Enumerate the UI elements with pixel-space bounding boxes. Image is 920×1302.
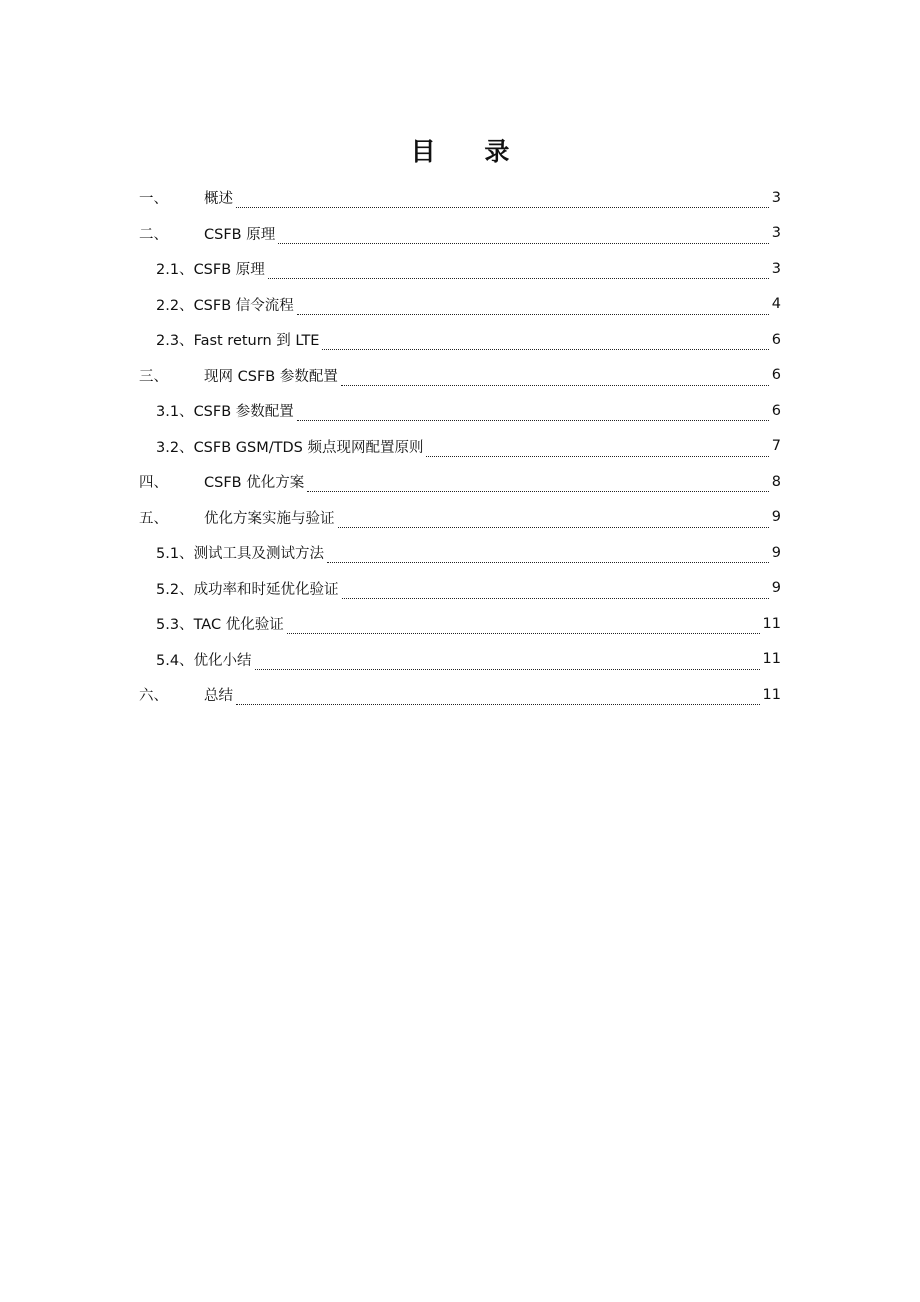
toc-entry-label: CSFB 参数配置	[193, 404, 294, 421]
toc-entry[interactable]	[139, 429, 781, 465]
toc-entry-number: 3.2、	[156, 439, 194, 456]
toc-dot-leader	[307, 477, 769, 492]
toc-entry-label: 总结	[204, 688, 233, 705]
toc-entry[interactable]	[139, 642, 781, 678]
toc-entry-number: 五、	[139, 510, 168, 527]
toc-entry-page: 9	[771, 580, 781, 597]
toc-entry[interactable]	[139, 180, 781, 216]
toc-entry-page: 7	[771, 438, 781, 455]
toc-dot-leader	[426, 442, 768, 457]
toc-entry-label: TAC 优化验证	[193, 617, 284, 634]
toc-entry[interactable]	[139, 251, 781, 287]
toc-entry[interactable]	[139, 464, 781, 500]
toc-entry-number: 5.2、	[156, 581, 194, 598]
toc-entry-number: 5.1、	[156, 546, 194, 563]
toc-entry-page: 3	[771, 225, 781, 242]
toc-entry-number: 一、	[139, 191, 168, 208]
toc-dot-leader	[338, 513, 769, 528]
toc-dot-leader	[278, 229, 769, 244]
toc-entry-page: 3	[771, 189, 781, 206]
toc-entry-label: CSFB 原理	[193, 262, 265, 279]
toc-entry[interactable]	[139, 500, 781, 536]
toc-dot-leader	[297, 406, 769, 421]
toc-entry-label: CSFB 优化方案	[204, 475, 305, 492]
toc-entry-number: 3.1、	[156, 404, 194, 421]
toc-entry-page: 9	[771, 509, 781, 526]
toc-entry[interactable]	[139, 358, 781, 394]
toc-entry-page: 6	[771, 402, 781, 419]
toc-dot-leader	[287, 619, 760, 634]
toc-entry-number: 2.1、	[156, 262, 194, 279]
toc-entry-page: 11	[762, 651, 781, 668]
toc-entry-number: 2.3、	[156, 333, 194, 350]
toc-entry-page: 4	[771, 296, 781, 313]
toc-entry-number: 5.3、	[156, 617, 194, 634]
toc-entry-label: 优化小结	[193, 652, 252, 669]
toc-dot-leader	[342, 584, 769, 599]
toc-entry-label: 成功率和时延优化验证	[193, 581, 339, 598]
toc-entry[interactable]	[139, 393, 781, 429]
toc-entry-number: 二、	[139, 226, 168, 243]
toc-entry[interactable]	[139, 322, 781, 358]
toc-entry-page: 11	[762, 615, 781, 632]
toc-entry-label: CSFB 原理	[204, 226, 276, 243]
toc-entry-number: 5.4、	[156, 652, 194, 669]
table-of-contents	[139, 180, 781, 713]
toc-entry-page: 3	[771, 260, 781, 277]
toc-entry-number: 三、	[139, 368, 168, 385]
toc-entry[interactable]	[139, 216, 781, 252]
toc-entry-number: 四、	[139, 475, 168, 492]
toc-dot-leader	[255, 655, 760, 670]
page-title: 目 录	[410, 136, 530, 166]
toc-entry[interactable]	[139, 287, 781, 323]
toc-dot-leader	[268, 264, 769, 279]
toc-dot-leader	[236, 193, 769, 208]
toc-entry[interactable]	[139, 571, 781, 607]
toc-dot-leader	[297, 300, 769, 315]
toc-entry-page: 8	[771, 473, 781, 490]
toc-dot-leader	[236, 690, 760, 705]
toc-dot-leader	[327, 548, 769, 563]
toc-entry-page: 11	[762, 686, 781, 703]
toc-dot-leader	[322, 335, 768, 350]
toc-entry-page: 6	[771, 331, 781, 348]
toc-entry-page: 9	[771, 544, 781, 561]
toc-entry[interactable]	[139, 606, 781, 642]
toc-entry-label: CSFB GSM/TDS 频点现网配置原则	[193, 439, 424, 456]
toc-entry[interactable]	[139, 535, 781, 571]
toc-entry-label: 测试工具及测试方法	[193, 546, 325, 563]
toc-entry-number: 2.2、	[156, 297, 194, 314]
toc-entry-label: CSFB 信令流程	[193, 297, 294, 314]
toc-entry-label: 优化方案实施与验证	[204, 510, 335, 527]
toc-entry-label: Fast return 到 LTE	[193, 333, 320, 350]
toc-dot-leader	[341, 371, 769, 386]
toc-entry-label: 现网 CSFB 参数配置	[204, 368, 338, 385]
toc-entry-label: 概述	[204, 191, 233, 208]
toc-entry-page: 6	[771, 367, 781, 384]
toc-entry[interactable]	[139, 677, 781, 713]
toc-entry-number: 六、	[139, 688, 168, 705]
